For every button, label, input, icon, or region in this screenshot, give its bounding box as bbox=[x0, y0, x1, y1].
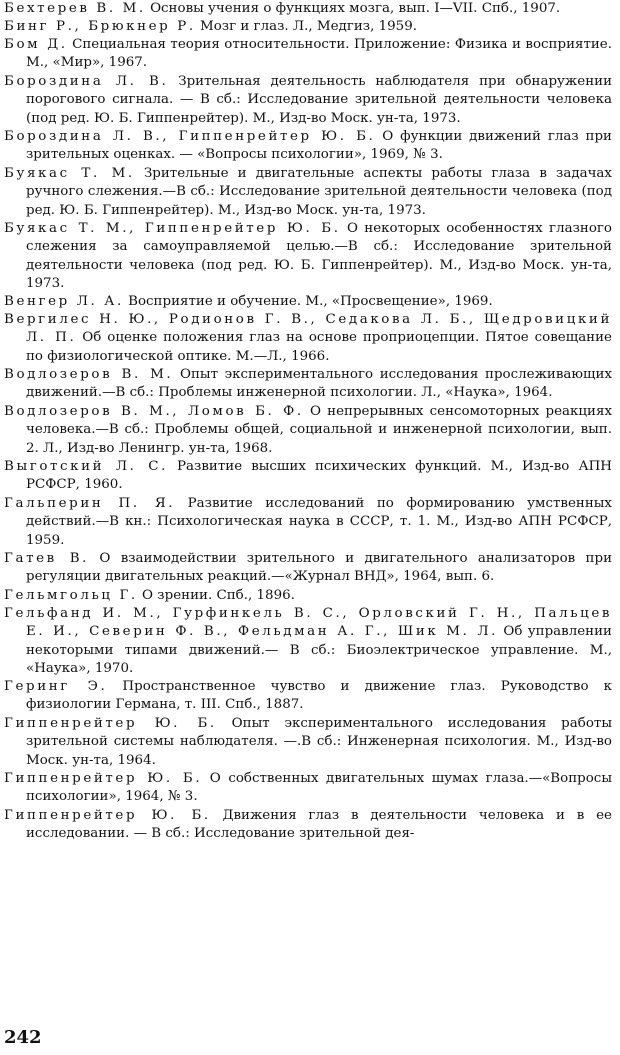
bib-entry-6 bbox=[4, 165, 612, 220]
bib-entry-13 bbox=[4, 495, 612, 550]
entry-author: Геринг Э. bbox=[4, 679, 108, 694]
entry-text: О непрерывных сенсомоторных реакциях человека.—В сб.: Проблемы общей, социальной и инженерной психологии, вып. 2. Л., Изд-во Ленингр. ун-та, 1968. bbox=[26, 404, 613, 456]
entry-text: Мозг и глаз. Л., Медгиз, 1959. bbox=[199, 19, 417, 34]
entry-text: Об оценке положения глаз на основе проприоцепции. Пятое совещание по физиологической оптике. М.—Л., 1966. bbox=[26, 330, 612, 364]
page-number: 242 bbox=[4, 1027, 42, 1048]
entry-text: О взаимодействии зрительного и двигательного анализаторов при регуляции двигательных реакций.—«Журнал ВНД», 1964, вып. 6. bbox=[26, 551, 613, 585]
entry-text: О зрении. Спб., 1896. bbox=[137, 588, 295, 603]
bib-entry-5 bbox=[4, 128, 612, 165]
bib-entry-2 bbox=[4, 18, 612, 36]
bib-entry-1 bbox=[4, 0, 612, 18]
entry-author: Водлозеров В. М. bbox=[4, 367, 174, 382]
entry-text: Пространственное чувство и движение глаз. Руководство к физиологии Германа, т. III. Спб., 1887. bbox=[26, 679, 612, 713]
entry-text: О собственных двигательных шумах глаза.—«Вопросы психологии», 1964, № 3. bbox=[26, 771, 612, 805]
entry-author: Бом Д. bbox=[4, 37, 68, 52]
entry-text: Опыт экспериментального исследования прослеживающих движений.—В сб.: Проблемы инженерной психологии. Л., «Наука», 1964. bbox=[26, 367, 613, 401]
entry-author: Бороздина Л. В. bbox=[4, 74, 169, 89]
bib-entry-10 bbox=[4, 366, 612, 403]
entry-author: Гальперин П. Я. bbox=[4, 496, 176, 511]
bib-entry-9 bbox=[4, 311, 612, 366]
entry-author: Венгер Л. А. bbox=[4, 294, 124, 309]
entry-author: Выготский Л. С. bbox=[4, 459, 168, 474]
entry-author: Гиппенрейтер Ю. Б. bbox=[4, 808, 211, 823]
entry-author: Гиппенрейтер Ю. Б. bbox=[4, 771, 203, 786]
bib-entry-15 bbox=[4, 587, 612, 605]
entry-author: Гатев В. bbox=[4, 551, 90, 566]
bib-entry-16 bbox=[4, 605, 612, 678]
entry-author: Гельмгольц Г. bbox=[4, 588, 138, 603]
entry-text: Об управлении некоторыми типами движений.— В сб.: Биоэлектрическое управление. М., «Наука», 1970. bbox=[26, 624, 612, 676]
entry-author: Буякас Т. М., Гиппенрейтер Ю. Б. bbox=[4, 221, 341, 236]
entry-text: О некоторых особенностях глазного слежения за самоуправляемой целью.—В сб.: Исследование зрительной деятельности человека (под ред. Ю. Б. Гиппенрейтер). М., Изд-во Моск. ун-та, 1973. bbox=[26, 221, 612, 291]
entry-text: Движения глаз в деятельности человека и в ее исследовании. — В сб.: Исследование зрительной дея- bbox=[26, 808, 612, 842]
entry-author: Бороздина Л. В., Гиппенрейтер Ю. Б. bbox=[4, 129, 376, 144]
entry-text: Зрительная деятельность наблюдателя при обнаружении порогового сигнала. — В сб.: Исследование зрительной деятельности человека (под ред. Ю. Б. Гиппенрейтер). М., Изд-во Моск. ун-та, 1973. bbox=[26, 74, 613, 126]
entry-author: Буякас Т. М. bbox=[4, 166, 135, 181]
bib-entry-11 bbox=[4, 403, 612, 458]
bib-entry-4 bbox=[4, 73, 612, 128]
bib-entry-20 bbox=[4, 807, 612, 844]
entry-text: Опыт экспериментального исследования работы зрительной системы наблюдателя. —.В сб.: Инженерная психология. М., Изд-во Моск. ун-та, 1964. bbox=[26, 716, 612, 768]
entry-author: Бехтерев В. М. bbox=[4, 1, 146, 16]
bib-entry-7 bbox=[4, 220, 612, 293]
entry-author: Водлозеров В. М., Ломов Б. Ф. bbox=[4, 404, 304, 419]
entry-text: Основы учения о функциях мозга, вып. I—VII. Спб., 1907. bbox=[150, 1, 561, 16]
entry-text: О функции движений глаз при зрительных оценках. — «Вопросы психологии», 1969, № 3. bbox=[26, 129, 612, 163]
bib-entry-19 bbox=[4, 770, 612, 807]
entry-text: Развитие высших психических функций. М., Изд-во АПН РСФСР, 1960. bbox=[26, 459, 613, 493]
bib-entry-18 bbox=[4, 715, 612, 770]
entry-author: Гельфанд И. М., Гурфинкель В. С., Орловский Г. Н., Пальцев Е. И., Северин Ф. В., Фельдман А. Г., Шик М. Л. bbox=[4, 606, 612, 640]
entry-author: Гиппенрейтер Ю. Б. bbox=[4, 716, 217, 731]
entry-author: Вергилес Н. Ю., Родионов Г. В., Седакова Л. Б., Щедровицкий Л. П. bbox=[4, 312, 612, 346]
entry-author: Бинг Р., Брюкнер Р. bbox=[4, 19, 196, 34]
entry-text: Специальная теория относительности. Приложение: Физика и восприятие. М., «Мир», 1967. bbox=[26, 37, 613, 71]
bib-entry-12 bbox=[4, 458, 612, 495]
entry-text: Восприятие и обучение. М., «Просвещение», 1969. bbox=[128, 294, 493, 309]
bib-entry-8 bbox=[4, 293, 612, 311]
bib-entry-17 bbox=[4, 678, 612, 715]
entry-text: Зрительные и двигательные аспекты работы глаза в задачах ручного слежения.—В сб.: Исследование зрительной деятельности человека (под ред. Ю. Б. Гиппенрейтер). М., Изд-во Моск. ун-та, 1973. bbox=[26, 166, 612, 218]
bib-entry-3 bbox=[4, 36, 612, 73]
entry-text: Развитие исследований по формированию умственных действий.—В кн.: Психологическая наука в СССР, т. 1. М., Изд-во АПН РСФСР, 1959. bbox=[26, 496, 612, 548]
bib-entry-14 bbox=[4, 550, 612, 587]
